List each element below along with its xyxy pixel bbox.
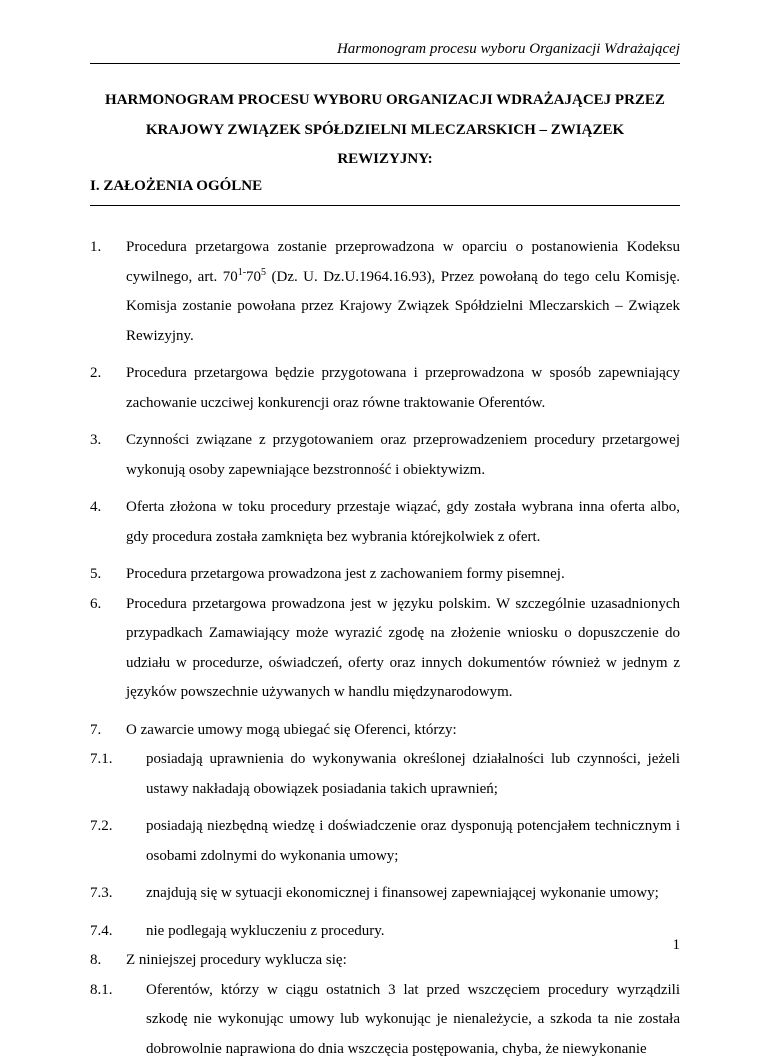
- section-rule: [90, 205, 680, 206]
- item-text: Oferentów, którzy w ciągu ostatnich 3 lat przed wszczęciem procedury wyrządzili szkodę nie wykonując umowy lub wykonując je nienależycie, a szkoda ta nie została dobrowolnie naprawiona do dnia wszczęcia postępowania, chyba, że niewykonanie: [146, 976, 680, 1064]
- list-item: [90, 946, 680, 976]
- list-item: [90, 745, 680, 804]
- item-number: 7.4.: [90, 917, 146, 947]
- item-text: nie podlegają wykluczeniu z procedury.: [146, 917, 680, 947]
- document-title: [88, 86, 682, 175]
- item-text: Oferta złożona w toku procedury przestaje wiązać, gdy została wybrana inna oferta albo, gdy procedura została zamknięta bez wybrania którejkolwiek z ofert.: [126, 493, 680, 552]
- page-number: 1: [673, 937, 681, 954]
- item-text: Procedura przetargowa prowadzona jest w języku polskim. W szczególnie uzasadnionych przypadkach Zamawiający może wyrazić zgodę na złożenie wniosku o dopuszczenie do udziału w procedurze, oświadczeń, oferty oraz innych dokumentów również w jednym z języków powszechnie używanych w handlu międzynarodowym.: [126, 590, 680, 708]
- list-item: [90, 812, 680, 871]
- item-number: 8.: [90, 946, 126, 976]
- item-number: 4.: [90, 493, 126, 552]
- header-rule: [90, 63, 680, 64]
- item-number: 2.: [90, 359, 126, 418]
- list-item: [90, 917, 680, 947]
- title-line: KRAJOWY ZWIĄZEK SPÓŁDZIELNI MLECZARSKICH – ZWIĄZEK: [88, 116, 682, 146]
- list-item: [90, 359, 680, 418]
- title-line: REWIZYJNY:: [88, 145, 682, 175]
- item-number: 1.: [90, 233, 126, 351]
- list-item: [90, 426, 680, 485]
- title-line: HARMONOGRAM PROCESU WYBORU ORGANIZACJI WDRAŻAJĄCEJ PRZEZ: [88, 86, 682, 116]
- list-item: [90, 233, 680, 351]
- item-number: 6.: [90, 590, 126, 708]
- item-text: posiadają uprawnienia do wykonywania określonej działalności lub czynności, jeżeli ustawy nakładają obowiązek posiadania takich uprawnień;: [146, 745, 680, 804]
- item-text: posiadają niezbędną wiedzę i doświadczenie oraz dysponują potencjałem technicznym i osobami zdolnymi do wykonania umowy;: [146, 812, 680, 871]
- item-number: 5.: [90, 560, 126, 590]
- list-item: [90, 493, 680, 552]
- list-item: [90, 590, 680, 708]
- list-item: [90, 976, 680, 1064]
- item-text: Czynności związane z przygotowaniem oraz przeprowadzeniem procedury przetargowej wykonują osoby zapewniające bezstronność i obiektywizm.: [126, 426, 680, 485]
- item-text: znajdują się w sytuacji ekonomicznej i finansowej zapewniającej wykonanie umowy;: [146, 879, 680, 909]
- item-number: 7.2.: [90, 812, 146, 871]
- item-text: Procedura przetargowa zostanie przeprowadzona w oparciu o postanowienia Kodeksu cywilnego, art. $70^{1-}70^5$ (Dz. U. Dz.U.1964.16.93), Przez powołaną do tego celu Komisję. Komisja zostanie powołana przez Krajowy Związek Spółdzielni Mleczarskich – Związek Rewizyjny.: [126, 233, 680, 351]
- item-text: Procedura przetargowa prowadzona jest z zachowaniem formy pisemnej.: [126, 560, 680, 590]
- section-heading: I. ZAŁOŻENIA OGÓLNE: [90, 177, 262, 195]
- item-text: O zawarcie umowy mogą ubiegać się Oferenci, którzy:: [126, 716, 680, 746]
- item-number: 7.: [90, 716, 126, 746]
- item-number: 7.3.: [90, 879, 146, 909]
- item-number: 7.1.: [90, 745, 146, 804]
- item-text: Procedura przetargowa będzie przygotowana i przeprowadzona w sposób zapewniający zachowanie uczciwej konkurencji oraz równe traktowanie Oferentów.: [126, 359, 680, 418]
- item-number: 8.1.: [90, 976, 146, 1064]
- list-item: [90, 879, 680, 909]
- list-item: [90, 560, 680, 590]
- item-number: 3.: [90, 426, 126, 485]
- running-header: Harmonogram procesu wyboru Organizacji Wdrażającej: [90, 40, 680, 58]
- list-item: [90, 716, 680, 746]
- item-text: Z niniejszej procedury wyklucza się:: [126, 946, 680, 976]
- numbered-list: [90, 233, 680, 1064]
